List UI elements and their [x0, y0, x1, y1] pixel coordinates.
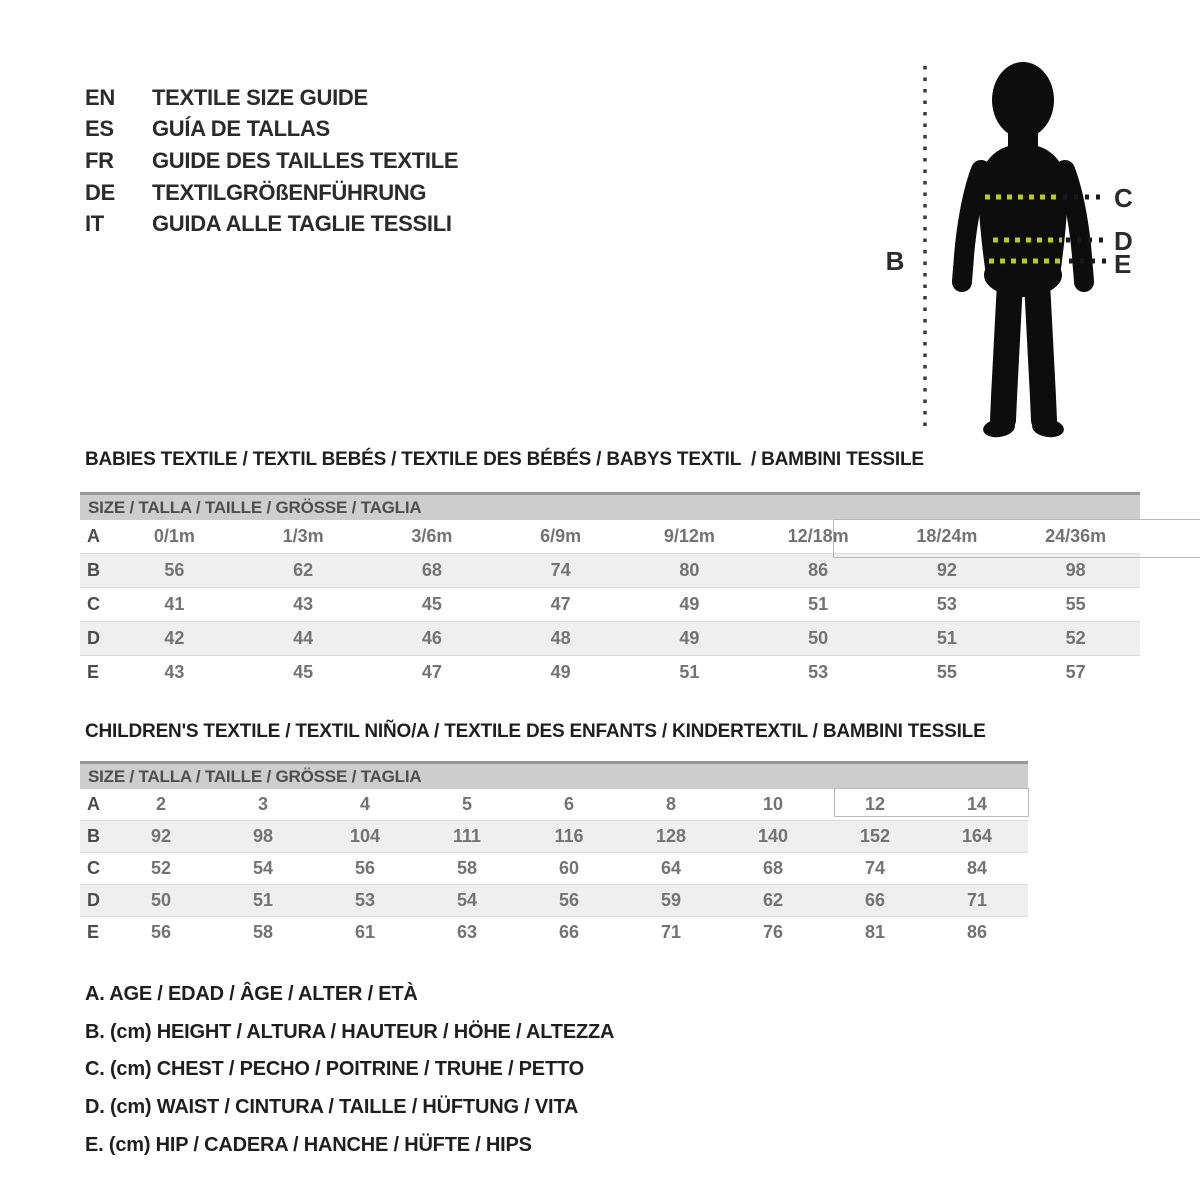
table-cell: 98 — [1065, 560, 1086, 580]
table-cell: 80 — [679, 560, 700, 580]
table-cell: 3 — [257, 794, 268, 814]
babies-row-E — [80, 655, 1140, 689]
table-cell: 51 — [679, 662, 700, 682]
table-cell: 68 — [762, 858, 784, 878]
language-code: DE — [85, 179, 115, 205]
children-row-E — [80, 916, 1028, 948]
table-cell: 66 — [864, 890, 886, 910]
children-section-heading: CHILDREN'S TEXTILE / TEXTIL NIÑO/A / TEXTILE DES ENFANTS / KINDERTEXTIL / BAMBINI TESSILE — [85, 721, 986, 742]
guide-title: GUIDA ALLE TAGLIE TESSILI — [152, 211, 452, 237]
table-cell: 61 — [354, 922, 376, 942]
table-cell: 74 — [864, 858, 886, 878]
table-cell: 55 — [936, 662, 957, 682]
row-label: D — [87, 890, 100, 910]
guide-title: GUIDE DES TAILLES TEXTILE — [152, 147, 459, 173]
row-label: B — [87, 560, 100, 580]
table-cell: 54 — [456, 890, 478, 910]
table-cell: 62 — [762, 890, 784, 910]
legend-item-age: A. AGE / EDAD / ÂGE / ALTER / ETÀ — [85, 983, 418, 1006]
table-cell: 116 — [554, 826, 584, 846]
table-cell: 52 — [1065, 628, 1086, 648]
table-cell: 52 — [150, 858, 172, 878]
language-row-it — [85, 208, 458, 240]
size-header-bar: SIZE / TALLA / TAILLE / GRÖSSE / TAGLIA — [80, 761, 1028, 789]
table-cell: 1/3m — [282, 526, 324, 546]
language-row-es — [85, 114, 458, 146]
table-cell: 53 — [808, 662, 829, 682]
table-cell: 64 — [660, 858, 682, 878]
table-cell: 24/36m — [1045, 526, 1107, 546]
table-cell: 86 — [966, 922, 988, 942]
language-code: FR — [85, 147, 114, 173]
language-row-fr — [85, 145, 458, 177]
table-cell: 46 — [421, 628, 442, 648]
guide-title: TEXTILE SIZE GUIDE — [152, 84, 368, 110]
table-cell: 58 — [252, 922, 274, 942]
highlight-box-babies — [833, 519, 1200, 558]
child-feet — [982, 417, 1065, 439]
guide-title: TEXTILGRÖßENFÜHRUNG — [152, 179, 427, 205]
measurement-figure — [850, 30, 1200, 450]
table-cell: 48 — [550, 628, 571, 648]
row-label: E — [87, 922, 100, 942]
guide-title: GUÍA DE TALLAS — [152, 116, 330, 142]
table-cell: 53 — [936, 594, 957, 614]
table-cell: 128 — [655, 826, 687, 846]
row-label: A — [87, 794, 100, 814]
table-cell: 5 — [461, 794, 472, 814]
table-cell: 12/18m — [787, 526, 849, 546]
table-cell: 14 — [966, 794, 988, 814]
legend-item-height: B. (cm) HEIGHT / ALTURA / HAUTEUR / HÖHE / ALTEZZA — [85, 1020, 615, 1043]
row-label: B — [87, 826, 100, 846]
table-cell: 44 — [293, 628, 314, 648]
babies-row-B — [80, 553, 1140, 587]
table-cell: 2 — [155, 794, 166, 814]
table-cell: 63 — [456, 922, 478, 942]
height-label: B — [885, 246, 905, 276]
table-cell: 71 — [660, 922, 682, 942]
table-cell: 45 — [293, 662, 314, 682]
size-header-bar: SIZE / TALLA / TAILLE / GRÖSSE / TAGLIA — [80, 492, 1140, 520]
table-cell: 58 — [456, 858, 478, 878]
table-cell: 86 — [808, 560, 829, 580]
table-cell: 104 — [349, 826, 381, 846]
table-cell: 47 — [550, 594, 571, 614]
table-cell: 74 — [550, 560, 571, 580]
legend-item-hip: E. (cm) HIP / CADERA / HANCHE / HÜFTE / HIPS — [85, 1133, 532, 1156]
table-cell: 66 — [558, 922, 580, 942]
measurement-legend — [85, 976, 614, 1164]
table-cell: 43 — [293, 594, 314, 614]
table-cell: 42 — [164, 628, 185, 648]
waist-label: D — [1114, 226, 1133, 256]
table-cell: 49 — [550, 662, 571, 682]
table-cell: 54 — [252, 858, 274, 878]
table-cell: 60 — [558, 858, 580, 878]
table-cell: 152 — [859, 826, 891, 846]
table-cell: 18/24m — [916, 526, 978, 546]
babies-section-heading: BABIES TEXTILE / TEXTIL BEBÉS / TEXTILE DES BÉBÉS / BABYS TEXTIL / BAMBINI TESSILE — [85, 449, 924, 470]
legend-item-chest: C. (cm) CHEST / PECHO / POITRINE / TRUHE / PETTO — [85, 1058, 584, 1081]
table-cell: 3/6m — [411, 526, 453, 546]
highlight-box-children — [834, 788, 1029, 817]
table-cell: 84 — [966, 858, 988, 878]
babies-row-C — [80, 587, 1140, 621]
table-cell: 140 — [757, 826, 789, 846]
table-cell: 0/1m — [153, 526, 195, 546]
table-cell: 43 — [164, 662, 185, 682]
row-label: C — [87, 594, 100, 614]
table-cell: 59 — [660, 890, 682, 910]
children-row-D — [80, 884, 1028, 916]
row-label: E — [87, 662, 100, 682]
table-cell: 12 — [864, 794, 886, 814]
table-cell: 57 — [1065, 662, 1086, 682]
table-cell: 49 — [679, 594, 700, 614]
language-code: IT — [85, 211, 104, 237]
table-cell: 53 — [354, 890, 376, 910]
table-cell: 6/9m — [540, 526, 582, 546]
table-cell: 62 — [293, 560, 314, 580]
table-cell: 45 — [421, 594, 442, 614]
table-cell: 50 — [808, 628, 829, 648]
language-code: ES — [85, 116, 114, 142]
legend-item-waist: D. (cm) WAIST / CINTURA / TAILLE / HÜFTUNG / VITA — [85, 1096, 579, 1119]
table-cell: 76 — [762, 922, 784, 942]
table-cell: 47 — [421, 662, 442, 682]
hip-label: E — [1114, 249, 1132, 279]
table-cell: 71 — [966, 890, 988, 910]
table-cell: 56 — [150, 922, 172, 942]
table-cell: 49 — [679, 628, 700, 648]
table-cell: 4 — [359, 794, 370, 814]
table-cell: 10 — [762, 794, 784, 814]
table-cell: 111 — [452, 826, 482, 846]
table-cell: 56 — [558, 890, 580, 910]
table-cell: 81 — [864, 922, 886, 942]
table-cell: 6 — [563, 794, 574, 814]
table-cell: 98 — [252, 826, 274, 846]
children-row-B — [80, 820, 1028, 852]
language-code: EN — [85, 84, 115, 110]
table-cell: 92 — [936, 560, 957, 580]
language-row-de — [85, 177, 458, 209]
child-silhouette-diagram — [850, 30, 1200, 450]
table-cell: 56 — [164, 560, 185, 580]
table-cell: 55 — [1065, 594, 1086, 614]
table-cell: 51 — [252, 890, 274, 910]
row-label: C — [87, 858, 100, 878]
chest-label: C — [1114, 183, 1133, 213]
table-cell: 68 — [421, 560, 442, 580]
babies-row-D — [80, 621, 1140, 655]
children-row-C — [80, 852, 1028, 884]
table-cell: 56 — [354, 858, 376, 878]
table-cell: 51 — [808, 594, 829, 614]
row-label: A — [87, 526, 100, 546]
language-row-en — [85, 82, 458, 114]
table-cell: 41 — [164, 594, 185, 614]
table-cell: 92 — [150, 826, 172, 846]
table-cell: 51 — [936, 628, 957, 648]
language-title-block — [85, 82, 458, 240]
table-cell: 50 — [150, 890, 172, 910]
table-cell: 9/12m — [663, 526, 715, 546]
row-label: D — [87, 628, 100, 648]
table-cell: 8 — [665, 794, 676, 814]
table-cell: 164 — [961, 826, 993, 846]
